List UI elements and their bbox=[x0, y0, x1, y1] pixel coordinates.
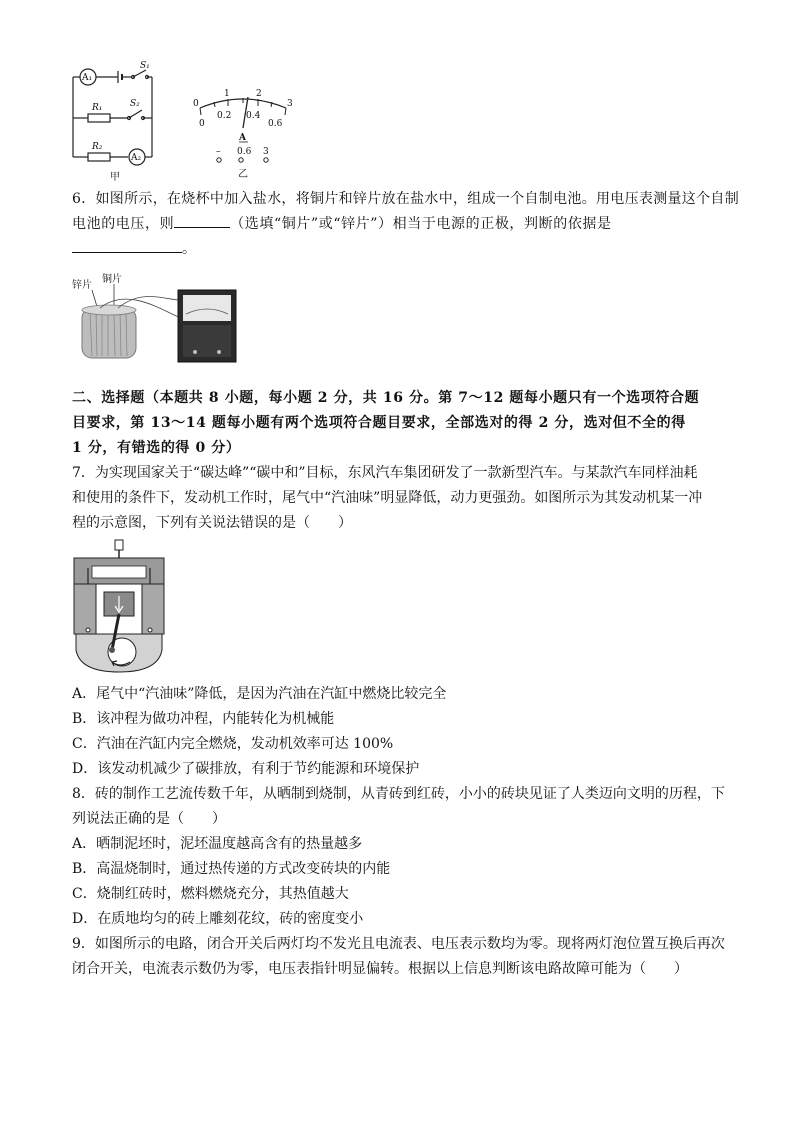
section-2-heading-line-2: 目要求，第 13～14 题每小题有两个选项符合题目要求，全部选对的得 2 分，选对但不全的得 bbox=[72, 415, 686, 431]
scale-bottom-0: 0 bbox=[199, 119, 205, 129]
q6-line-2-end: （选填“铜片”或“锌片”）相当于电源的正极，判断的依据是 bbox=[230, 216, 612, 232]
q9-line-2: 闭合开关，电流表示数仍为零，电压表指针明显偏转。根据以上信息判断该电路故障可能为（ ） bbox=[72, 961, 688, 977]
terminal-3: 3 bbox=[263, 147, 269, 157]
switch-s1-label: S₁ bbox=[140, 61, 150, 71]
q8-option-a[interactable]: A．晒制泥坯时，泥坯温度越高含有的热量越多 bbox=[72, 836, 363, 852]
scale-top-3: 3 bbox=[287, 99, 293, 109]
q6-line-3-end: 。 bbox=[182, 241, 196, 257]
q7-option-d[interactable]: D．该发动机减少了碳排放，有利于节约能源和环境保护 bbox=[72, 761, 420, 777]
figure-caption-jia: 甲 bbox=[110, 172, 120, 182]
q7-option-c[interactable]: C．汽油在汽缸内完全燃烧，发动机效率可达 100% bbox=[72, 736, 394, 752]
resistor-r1-label: R₁ bbox=[92, 103, 103, 113]
q8-line-1: 8．砖的制作工艺流传数千年，从晒制到烧制，从青砖到红砖，小小的砖块见证了人类迈向文明的历程，下 bbox=[72, 786, 725, 802]
q6-line-2-start: 电池的电压，则 bbox=[72, 216, 175, 232]
scale-bottom-2: 0.4 bbox=[246, 111, 261, 121]
scale-top-2: 2 bbox=[256, 89, 262, 99]
q8-line-2: 列说法正确的是（ ） bbox=[72, 811, 226, 827]
ammeter-a2-label: A₂ bbox=[131, 153, 142, 163]
section-2-heading-line-3: 1 分，有错选的得 0 分） bbox=[72, 440, 241, 456]
scale-top-0: 0 bbox=[193, 99, 199, 109]
terminal-0.6: 0.6 bbox=[237, 147, 252, 157]
q7-option-a[interactable]: A．尾气中“汽油味”降低，是因为汽油在汽缸中燃烧比较完全 bbox=[72, 686, 447, 702]
resistor-r2-label: R₂ bbox=[92, 142, 103, 152]
figure-caption-yi: 乙 bbox=[238, 169, 248, 180]
engine-diagram bbox=[70, 538, 170, 676]
q6-blank-2[interactable] bbox=[72, 238, 182, 253]
q6-line-1: 6．如图所示，在烧杯中加入盐水，将铜片和锌片放在盐水中，组成一个自制电池。用电压表测量这个自制 bbox=[72, 191, 740, 207]
label-copper: 铜片 bbox=[102, 274, 122, 285]
scale-top-1: 1 bbox=[224, 89, 230, 99]
ammeter-dial bbox=[188, 84, 298, 182]
terminal-negative: – bbox=[216, 147, 221, 157]
q6-line-2 bbox=[72, 213, 612, 235]
ammeter-unit: A bbox=[239, 133, 246, 143]
q6-line-3 bbox=[72, 238, 196, 260]
label-zinc: 锌片 bbox=[72, 280, 92, 291]
battery-photo bbox=[70, 270, 240, 370]
scale-bottom-3: 0.6 bbox=[268, 119, 283, 129]
scale-bottom-1: 0.2 bbox=[217, 111, 232, 121]
q9-line-1: 9．如图所示的电路，闭合开关后两灯均不发光且电流表、电压表示数均为零。现将两灯泡位置互换后再次 bbox=[72, 936, 725, 952]
q6-blank-1[interactable] bbox=[174, 213, 230, 228]
q8-option-c[interactable]: C．烧制红砖时，燃料燃烧充分，其热值越大 bbox=[72, 886, 349, 902]
q7-line-2: 和使用的条件下，发动机工作时，尾气中“汽油味”明显降低，动力更强劲。如图所示为其发动机某一冲 bbox=[72, 490, 703, 506]
q7-line-3: 程的示意图，下列有关说法错误的是（ ） bbox=[72, 515, 352, 531]
q8-option-b[interactable]: B．高温烧制时，通过热传递的方式改变砖块的内能 bbox=[72, 861, 391, 877]
q7-option-b[interactable]: B．该冲程为做功冲程，内能转化为机械能 bbox=[72, 711, 335, 727]
switch-s2-label: S₂ bbox=[130, 99, 140, 109]
section-2-heading-line-1: 二、选择题（本题共 8 小题，每小题 2 分，共 16 分。第 7～12 题每小题只有一个选项符合题 bbox=[72, 390, 700, 406]
ammeter-a1-label: A₁ bbox=[82, 73, 93, 83]
q7-line-1: 7．为实现国家关于“碳达峰”“碳中和”目标，东风汽车集团研发了一款新型汽车。与某款汽车同样油耗 bbox=[72, 465, 698, 481]
q8-option-d[interactable]: D．在质地均匀的砖上雕刻花纹，砖的密度变小 bbox=[72, 911, 364, 927]
circuit-diagram bbox=[66, 60, 166, 182]
